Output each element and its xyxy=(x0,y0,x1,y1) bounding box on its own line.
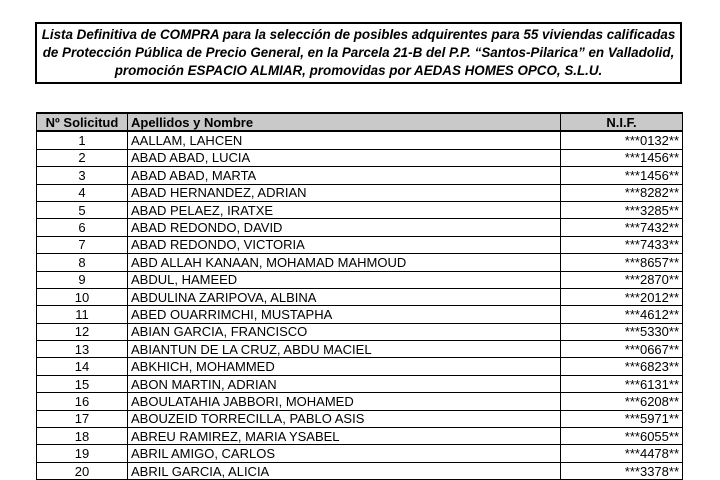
full-name-cell: ABIAN GARCIA, FRANCISCO xyxy=(128,323,561,340)
title-line-1: Lista Definitiva de COMPRA para la selección de posibles adquirentes para 55 viviendas calificadas xyxy=(41,27,676,42)
nif-cell: ***6131** xyxy=(561,375,683,392)
request-number-cell: 5 xyxy=(37,201,128,218)
full-name-cell: ABRIL AMIGO, CARLOS xyxy=(128,445,561,462)
table-row xyxy=(37,254,683,271)
column-header-nif: N.I.F. xyxy=(561,113,683,131)
table-row xyxy=(37,288,683,305)
table-row xyxy=(37,236,683,253)
full-name-cell: ABAD REDONDO, DAVID xyxy=(128,219,561,236)
applicants-table xyxy=(36,112,683,480)
nif-cell: ***5971** xyxy=(561,410,683,427)
request-number-cell: 1 xyxy=(37,131,128,149)
nif-cell: ***4478** xyxy=(561,445,683,462)
nif-cell: ***5330** xyxy=(561,323,683,340)
request-number-cell: 19 xyxy=(37,445,128,462)
request-number-cell: 16 xyxy=(37,393,128,410)
full-name-cell: ABON MARTIN, ADRIAN xyxy=(128,375,561,392)
title-line-2: de Protección Pública de Precio General, en la Parcela 21-B del P.P. “Santos-Pilarica” en Valladolid, xyxy=(42,45,675,60)
nif-cell: ***0132** xyxy=(561,131,683,149)
full-name-cell: AALLAM, LAHCEN xyxy=(128,131,561,149)
document-title xyxy=(35,22,682,84)
request-number-cell: 8 xyxy=(37,254,128,271)
nif-cell: ***8657** xyxy=(561,254,683,271)
table-body xyxy=(37,131,683,479)
table-row xyxy=(37,393,683,410)
table-row xyxy=(37,410,683,427)
table-row xyxy=(37,341,683,358)
nif-cell: ***0667** xyxy=(561,341,683,358)
nif-cell: ***3285** xyxy=(561,201,683,218)
title-line-3: promoción ESPACIO ALMIAR, promovidas por AEDAS HOMES OPCO, S.L.U. xyxy=(114,63,603,78)
table-row xyxy=(37,323,683,340)
nif-cell: ***7432** xyxy=(561,219,683,236)
request-number-cell: 14 xyxy=(37,358,128,375)
table-row xyxy=(37,149,683,166)
nif-cell: ***6208** xyxy=(561,393,683,410)
nif-cell: ***4612** xyxy=(561,306,683,323)
full-name-cell: ABIANTUN DE LA CRUZ, ABDU MACIEL xyxy=(128,341,561,358)
request-number-cell: 20 xyxy=(37,462,128,479)
table-row xyxy=(37,201,683,218)
nif-cell: ***1456** xyxy=(561,149,683,166)
full-name-cell: ABOULATAHIA JABBORI, MOHAMED xyxy=(128,393,561,410)
full-name-cell: ABREU RAMIREZ, MARIA YSABEL xyxy=(128,428,561,445)
table-row xyxy=(37,271,683,288)
full-name-cell: ABAD PELAEZ, IRATXE xyxy=(128,201,561,218)
full-name-cell: ABED OUARRIMCHI, MUSTAPHA xyxy=(128,306,561,323)
table-row xyxy=(37,428,683,445)
table-row xyxy=(37,306,683,323)
table-row xyxy=(37,219,683,236)
request-number-cell: 4 xyxy=(37,184,128,201)
full-name-cell: ABDUL, HAMEED xyxy=(128,271,561,288)
table-row xyxy=(37,445,683,462)
full-name-cell: ABKHICH, MOHAMMED xyxy=(128,358,561,375)
request-number-cell: 6 xyxy=(37,219,128,236)
request-number-cell: 12 xyxy=(37,323,128,340)
request-number-cell: 17 xyxy=(37,410,128,427)
full-name-cell: ABAD ABAD, LUCIA xyxy=(128,149,561,166)
table-row xyxy=(37,358,683,375)
nif-cell: ***1456** xyxy=(561,167,683,184)
full-name-cell: ABRIL GARCIA, ALICIA xyxy=(128,462,561,479)
request-number-cell: 15 xyxy=(37,375,128,392)
request-number-cell: 3 xyxy=(37,167,128,184)
nif-cell: ***7433** xyxy=(561,236,683,253)
request-number-cell: 18 xyxy=(37,428,128,445)
table-row xyxy=(37,167,683,184)
request-number-cell: 2 xyxy=(37,149,128,166)
full-name-cell: ABDULINA ZARIPOVA, ALBINA xyxy=(128,288,561,305)
table-row xyxy=(37,375,683,392)
request-number-cell: 10 xyxy=(37,288,128,305)
full-name-cell: ABD ALLAH KANAAN, MOHAMAD MAHMOUD xyxy=(128,254,561,271)
request-number-cell: 11 xyxy=(37,306,128,323)
table-row xyxy=(37,184,683,201)
column-header-request-number: Nº Solicitud xyxy=(37,113,128,131)
request-number-cell: 7 xyxy=(37,236,128,253)
table-header-row xyxy=(37,113,683,131)
nif-cell: ***6055** xyxy=(561,428,683,445)
table-row xyxy=(37,462,683,479)
full-name-cell: ABOUZEID TORRECILLA, PABLO ASIS xyxy=(128,410,561,427)
nif-cell: ***3378** xyxy=(561,462,683,479)
table-row xyxy=(37,131,683,149)
nif-cell: ***2870** xyxy=(561,271,683,288)
full-name-cell: ABAD REDONDO, VICTORIA xyxy=(128,236,561,253)
nif-cell: ***2012** xyxy=(561,288,683,305)
nif-cell: ***8282** xyxy=(561,184,683,201)
full-name-cell: ABAD HERNANDEZ, ADRIAN xyxy=(128,184,561,201)
request-number-cell: 9 xyxy=(37,271,128,288)
request-number-cell: 13 xyxy=(37,341,128,358)
full-name-cell: ABAD ABAD, MARTA xyxy=(128,167,561,184)
column-header-full-name: Apellidos y Nombre xyxy=(128,113,561,131)
nif-cell: ***6823** xyxy=(561,358,683,375)
